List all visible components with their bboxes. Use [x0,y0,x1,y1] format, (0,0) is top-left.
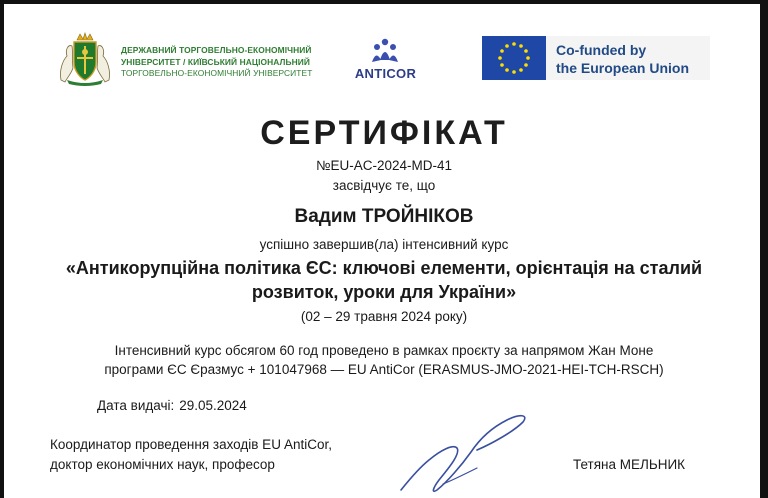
eu-flag-icon [482,36,546,80]
recipient-name: Вадим ТРОЙНІКОВ [294,206,474,227]
course-title-line2: розвиток, уроки для України» [251,282,517,302]
university-logo [55,30,315,90]
issue-date-row [97,398,252,413]
anticor-label: ANTICOR [354,66,417,81]
eu-text-line2: the European Union [556,60,689,76]
scan-edge-top [0,0,768,4]
university-name [121,45,331,80]
coordinator-title-line1: Координатор проведення заходів EU AntiCor, [50,437,332,452]
course-info-line2: програми ЄС Єразмус + 101047968 — EU AntiCor (ERASMUS-JMO-2021-HEI-TCH-RSCH) [104,362,664,377]
issue-date-label: Дата видачі: [97,398,175,413]
eu-text-line1: Co-funded by [556,42,647,58]
eu-cofunded-logo [482,36,710,80]
eu-cofunded-text [556,41,689,77]
university-name-line1: ДЕРЖАВНИЙ ТОРГОВЕЛЬНО-ЕКОНОМІЧНИЙ [121,45,312,55]
anticor-logo [348,38,423,84]
certificate-title: СЕРТИФІКАТ [260,114,508,152]
certifies-text: засвідчує те, що [332,178,436,193]
university-emblem-icon [55,30,115,86]
issue-date-value: 29.05.2024 [179,398,247,413]
people-group-icon [369,38,401,66]
coordinator-title-line2: доктор економічних наук, професор [50,457,275,472]
university-name-line3: ТОРГОВЕЛЬНО-ЕКОНОМІЧНИЙ УНІВЕРСИТЕТ [121,68,313,78]
handwritten-signature [395,410,535,498]
signer-name: Тетяна МЕЛЬНИК [573,457,686,472]
completed-text: успішно завершив(ла) інтенсивний курс [259,237,509,252]
course-title-line1: «Антикорупційна політика ЄС: ключові елементи, орієнтація на сталий [65,258,703,278]
course-info-line1: Інтенсивний курс обсягом 60 год проведено в рамках проєкту за напрямом Жан Моне [114,343,654,358]
certificate-number: №EU-AC-2024-MD-41 [315,158,452,173]
university-name-line2: УНІВЕРСИТЕТ / КИЇВСЬКИЙ НАЦІОНАЛЬНИЙ [121,56,311,67]
course-dates: (02 – 29 травня 2024 року) [300,309,468,324]
